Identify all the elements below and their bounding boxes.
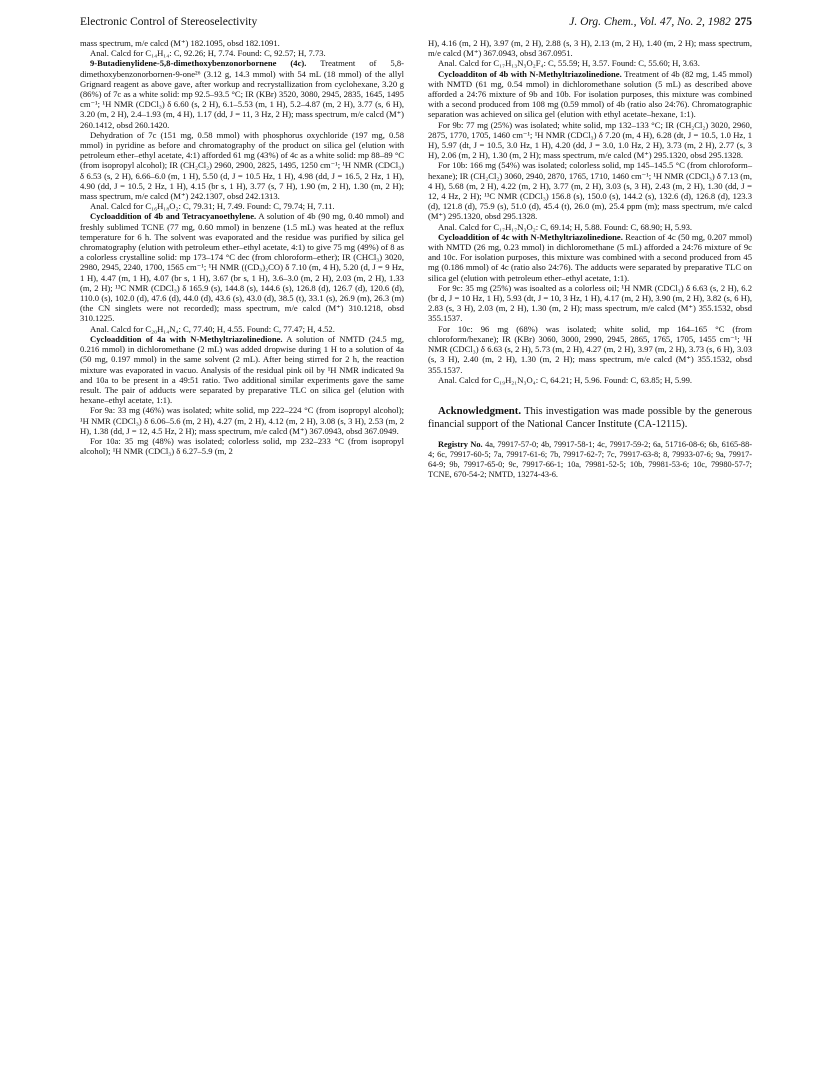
paragraph: For 10a: 35 mg (48%) was isolated; colorless solid, mp 232–233 °C (from isopropyl alcohol); ¹H NMR (CDCl₃) δ 6.27–5.9 (m, 2 bbox=[80, 435, 404, 457]
paragraph: H), 4.16 (m, 2 H), 3.97 (m, 2 H), 2.88 (s, 3 H), 2.13 (m, 2 H), 1.40 (m, 2 H); mass spectrum, m/e calcd (M⁺) 367.0943, obsd 367.0951. bbox=[428, 38, 752, 59]
registry-text: 4a, 79917-57-0; 4b, 79917-58-1; 4c, 79917-59-2; 6a, 51716-08-6; 6b, 6165-88-4; 6c, 79917-60-5; 7a, 79917-61-6; 7b, 79917-62-7; 7c, 79917-63-8; 8, 79933-07-6; 9a, 79917-64-9; 9b, 79917-65-0; 9c, 79917-66-1; 10a, 79981-52-5; 10b, 79981-53-6; 10c, 79980-57-7; TCNE, 670-54-2; NMTD, 13274-43-6. bbox=[428, 440, 752, 480]
paragraph: mass spectrum, m/e calcd (M⁺) 182.1095, obsd 182.1091. bbox=[80, 38, 280, 48]
acknowledgment-text: This investigation was made possible by the generous financial support of the National Cancer Institute (CA-12115). bbox=[428, 405, 752, 430]
registry-numbers bbox=[428, 440, 752, 480]
paragraph: For 10b: 166 mg (54%) was isolated; colorless solid, mp 145–145.5 °C (from chloroform–hexane); IR (CH₂Cl₂) 3060, 2940, 2870, 1765, 1710, 1460 cm⁻¹; ¹H NMR (CDCl₃) δ 7.13 (m, 4 H), 5.68 (m, 2 H), 4.22 (m, 2 H), 3.77 (m, 2 H), 3.03 (s, 3 H), 2.43 (m, 2 H), 1.30 (dd, J = 12, 4 Hz, 2 H); ¹³C NMR (CDCl₃) 156.8 (s), 150.0 (s), 144.2 (s), 132.6 (d), 126.8 (d), 123.3 (d), 121.8 (d), 75.9 (s), 51.0 (d), 45.4 (t), 26.0 (m), 25.4 ppm (m); mass spectrum, m/e calcd (M⁺) 295.1320, obsd 295.1328. bbox=[428, 160, 752, 222]
paragraph: Cycloaddition of 4c with N-Methyltriazolinedione. Reaction of 4c (50 mg, 0.207 mmol) with NMTD (26 mg, 0.23 mmol) in dichloromethane (5 mL) afforded a 24:76 mixture of 9c and 10c. For isolation purposes, this mixture was combined with a second produced from 45 mg (0.186 mmol) of 4c (ratio also 24:76). The adducts were separated by preparative TLC on silica gel (elution with petroleum ether–ethyl acetate, 1:1). bbox=[428, 231, 752, 283]
paragraph: Anal. Calcd for C₁₇H₁₃N₃O₂F₄: C, 55.59; H, 3.57. Found: C, 55.60; H, 3.63. bbox=[438, 58, 700, 69]
paragraph: For 10c: 96 mg (68%) was isolated; white solid, mp 164–165 °C (from chloroform/hexane); IR (KBr) 3060, 3000, 2990, 2945, 2865, 1765, 1705, 1455 cm⁻¹; ¹H NMR (CDCl₃) δ 6.63 (s, 2 H), 5.73 (m, 2 H), 4.27 (m, 2 H), 3.97 (m, 2 H), 3.73 (s, 6 H), 3.03 (s, 3 H), 2.40 (m, 2 H), 1.30 (m, 2 H); mass spectrum, m/e calcd (M⁺) 355.1532, obsd 355.1537. bbox=[428, 323, 752, 375]
running-title: Electronic Control of Stereoselectivity bbox=[80, 16, 258, 28]
journal-name: J. Org. Chem., Vol. 47, No. 2, 1982 bbox=[569, 16, 731, 28]
paragraph: Anal. Calcd for C₁₇H₁₇N₃O₂: C, 69.14; H, 5.88. Found: C, 68.90; H, 5.93. bbox=[438, 221, 693, 232]
paragraph: Anal. Calcd for C₂₀H₁₄N₄: C, 77.40; H, 4.55. Found: C, 77.47; H, 4.52. bbox=[90, 323, 335, 334]
journal-citation bbox=[569, 14, 752, 30]
page-number: 275 bbox=[734, 16, 752, 28]
paragraph: For 9b: 77 mg (25%) was isolated; white solid, mp 132–133 °C; IR (CH₂Cl₂) 3020, 2960, 2875, 1770, 1705, 1460 cm⁻¹; ¹H NMR (CDCl₃) δ 7.20 (m, 4 H), 6.28 (dt, J = 10.5, 1.0 Hz, 1 H), 5.97 (dt, J = 10.5, 3.0 Hz, 1 H), 4.20 (dd, J = 3.0, 1.0 Hz, 2 H), 3.73 (m, 2 H), 2.77 (s, 3 H), 2.06 (m, 2 H), 1.30 (m, 2 H); mass spectrum, m/e calcd (M⁺) 295.1320, obsd 295.1328. bbox=[428, 119, 752, 161]
paragraph: Dehydration of 7c (151 mg, 0.58 mmol) with phosphorus oxychloride (197 mg, 0.58 mmol) in pyridine as before and chromatography of the product on silica gel (elution with petroleum ether–ethyl acetate, 4:1) afforded 61 mg (43%) of 4c as a white solid: mp 88–89 °C (from isopropyl alcohol); IR (CH₂Cl₂) 2960, 2900, 2825, 1495, 1250 cm⁻¹; ¹H NMR (CDCl₃) δ 6.53 (s, 2 H), 6.66–6.0 (m, 1 H), 5.50 (d, J = 10.5 Hz, 1 H), 4.98 (dd, J = 16.5, 2 Hz, 1 H), 4.90 (dd, J = 10.5, 2 Hz, 1 H), 4.15 (br s, 1 H), 3.77 (s, 7 H), 1.90 (m, 2 H), 1.30 (m, 2 H); mass spectrum, m/e calcd (M⁺) 242.1307, obsd 242.1313. bbox=[80, 129, 404, 202]
right-column bbox=[428, 38, 752, 480]
paragraph: Cycloaddition of 4b and Tetracyanoethylene. A solution of 4b (90 mg, 0.40 mmol) and freshly sublimed TCNE (77 mg, 0.60 mmol) in benzene (1.5 mL) was heated at the reflux temperature for 6 h. The solvent was evaporated and the residue was purified by silica gel chromatography (elution with petroleum ether–ethyl acetate, 4:1) to give 75 mg (49%) of 8 as a colorless crystalline solid: mp 173–174 °C dec (from chloroform–ether); IR (CHCl₃) 3020, 2980, 2945, 2240, 1700, 1565 cm⁻¹; ¹H NMR ((CD₃)₂CO) δ 7.10 (m, 4 H), 5.20 (d, J = 9 Hz, 1 H), 4.47 (m, 1 H), 4.07 (br s, 1 H), 3.67 (br s, 1 H), 3.6–3.0 (m, 2 H), 2.03 (m, 2 H), 1.33 (m, 2 H); ¹³C NMR (CDCl₃) δ 165.9 (s), 144.8 (s), 144.6 (s), 126.8 (d), 126.7 (d), 120.6 (d), 110.0 (s), 102.0 (d), 47.6 (d), 44.0 (d), 43.6 (s), 43.0 (d), 38.5 (t), 33.1 (s), 26.9 (m), 26.3 (m) (the CN singlets were not recorded); mass spectrum, m/e calcd (M⁺) 310.1218, obsd 310.1225. bbox=[80, 211, 404, 324]
paragraph: Anal. Calcd for C₁₆H₁₈O₂: C, 79.31; H, 7.49. Found: C, 79.74; H, 7.11. bbox=[90, 201, 335, 212]
running-header bbox=[80, 14, 752, 30]
acknowledgment bbox=[428, 405, 752, 431]
paragraph: For 9a: 33 mg (46%) was isolated; white solid, mp 222–224 °C (from isopropyl alcohol); ¹H NMR (CDCl₃) δ 6.06–5.6 (m, 2 H), 4.27 (m, 2 H), 4.12 (m, 2 H), 3.08 (s, 3 H), 2.53 (m, 2 H), 1.38 (dd, J = 12, 4.5 Hz, 2 H); mass spectrum, m/e calcd (M⁺) 367.0943, obsd 367.0949. bbox=[80, 405, 404, 436]
left-column bbox=[80, 38, 404, 456]
paragraph: For 9c: 35 mg (25%) was isoalted as a colorless oil; ¹H NMR (CDCl₃) δ 6.63 (s, 2 H), 6.2 (br d, J = 10 Hz, 1 H), 5.93 (dt, J = 10, 3 Hz, 1 H), 4.17 (m, 2 H), 3.90 (m, 2 H), 3.82 (s, 6 H), 2.83 (s, 3 H), 2.03 (m, 2 H), 1.30 (m, 2 H); mass spectrum, m/e calcd (M⁺) 355.1532, obsd 355.1537. bbox=[428, 282, 752, 324]
paragraph: Cycloadditon of 4b with N-Methyltriazolinedione. Treatment of 4b (82 mg, 1.45 mmol) with NMTD (61 mg, 0.54 mmol) in dichloromethane solution (5 mL) as described above afforded a 24:76 mixture of 9b and 10b. For isolation purposes, this mixture was combined with a second produced from 108 mg (0.59 mmol) of 4b (ratio also 24:76). Chromatographic separation was achieved on silica gel (elution with ethyl acetate–hexane, 1:1). bbox=[428, 68, 752, 120]
paragraph: Anal. Calcd for C₁₄H₁₄: C, 92.26; H, 7.74. Found: C, 92.57; H, 7.73. bbox=[90, 48, 326, 59]
registry-title: Registry No. bbox=[438, 440, 483, 450]
paragraph: Cycloaddition of 4a with N-Methyltriazolinedione. A solution of NMTD (24.5 mg, 0.216 mmol) in dichloromethane (2 mL) was added dropwise during 1 H to a solution of 4a (50 mg, 0.197 mmol) in the same solvent (2 mL). After being stirred for 2 h, the reaction mixture was evaporated in vacuo. Analysis of the residual pink oil by ¹H NMR indicated 9a and 10a to be present in a 49:51 ratio. Two additional similar experiments gave the same result. The pair of adducts were separated by preparative TLC on silica gel (elution with hexane–ethyl acetate, 1:1). bbox=[80, 333, 404, 406]
acknowledgment-title: Acknowledgment. bbox=[438, 404, 522, 417]
paragraph: 9-Butadienylidene-5,8-dimethoxybenzonorbornene (4c). Treatment of 5,8-dimethoxybenzonorbornen-9-one²⁶ (3.12 g, 14.3 mmol) with 54 mL (18 mmol) of the allyl Grignard reagent as above gave, after workup and recrystallization from cyclohexane, 3.20 g (86%) of 7c as a white solid: mp 92.5–93.5 °C; IR (KBr) 3520, 3080, 2945, 2835, 1645, 1495 cm⁻¹; ¹H NMR (CDCl₃) δ 6.60 (s, 2 H), 6.1–5.53 (m, 1 H), 5.2–4.87 (m, 2 H), 3.77 (s, 6 H), 3.20 (m, 2 H), 2.4–1.93 (m, 4 H), 1.17 (dd, J = 11, 3 Hz, 2 H); mass spectrum, m/e calcd (M⁺) 260.1412, obsd 260.1420. bbox=[80, 58, 405, 130]
paragraph: Anal. Calcd for C₁₉H₂₁N₃O₄: C, 64.21; H, 5.96. Found: C, 63.85; H, 5.99. bbox=[438, 374, 693, 385]
